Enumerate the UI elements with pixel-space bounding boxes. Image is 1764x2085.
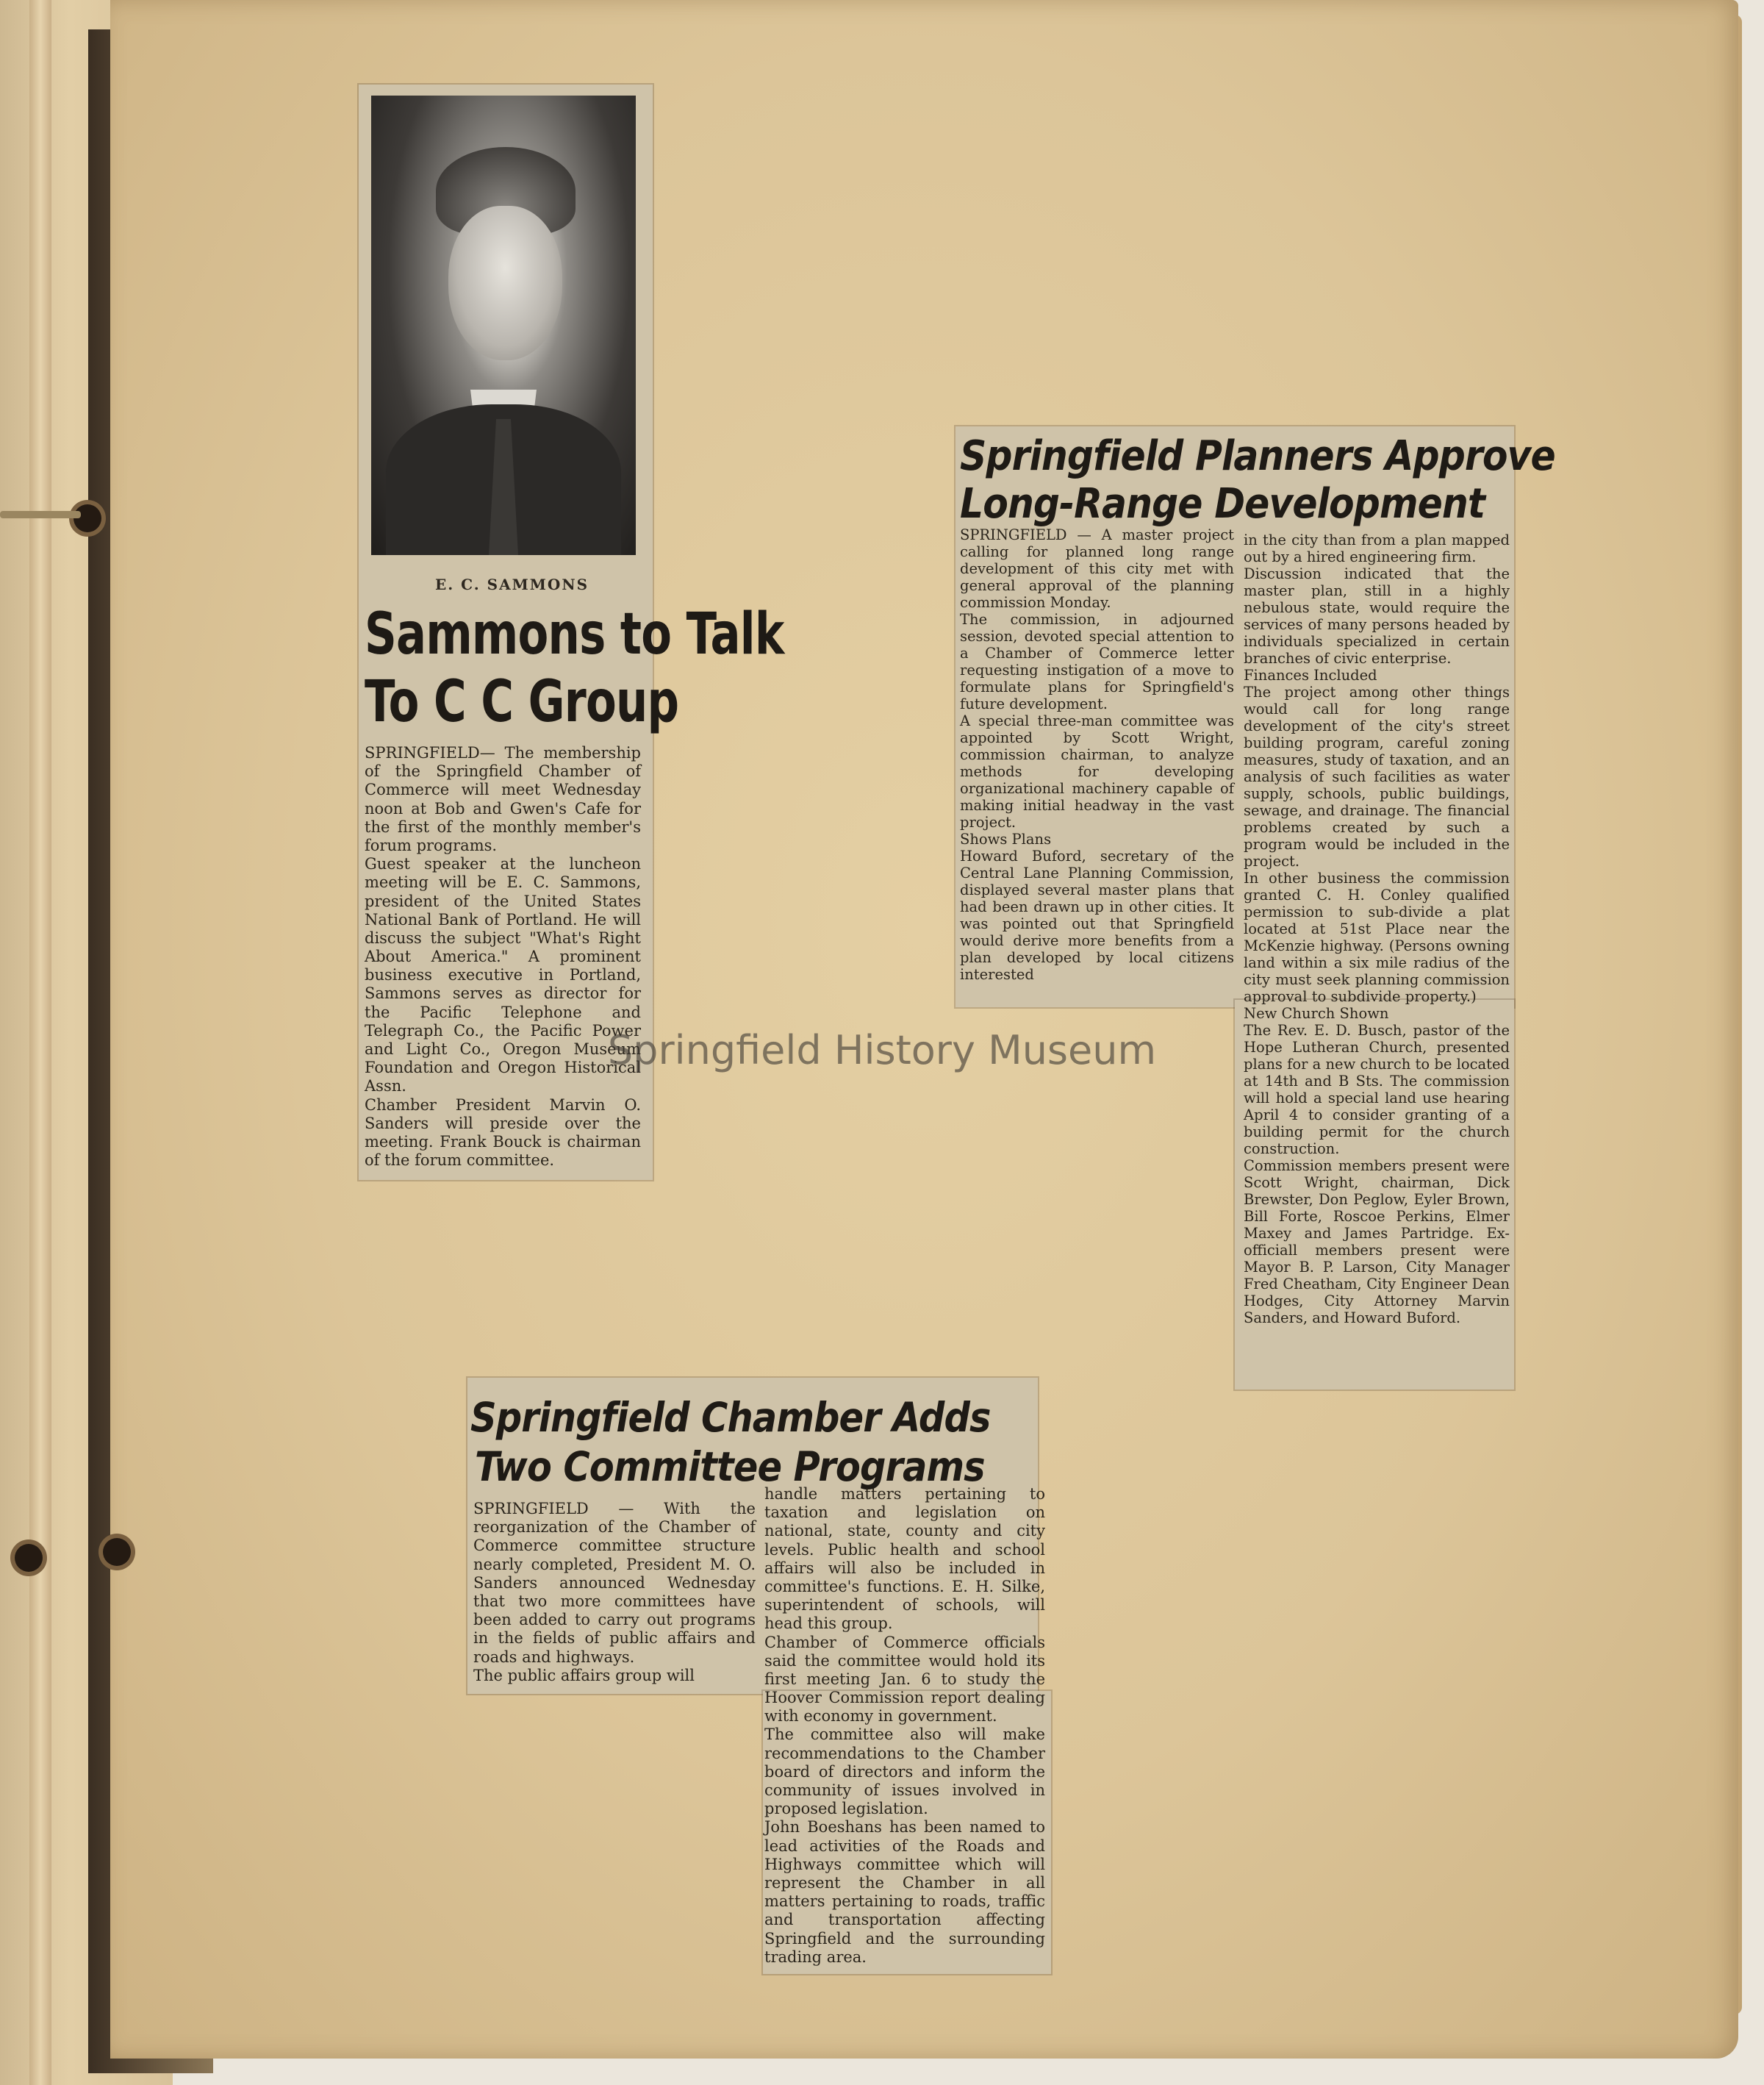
headline-line-1: Sammons to Talk (365, 601, 784, 668)
headline-line-1: Springfield Planners Approve (960, 432, 1555, 480)
binder-hole-icon (15, 1544, 43, 1572)
headline-line-1: Springfield Chamber Adds (470, 1394, 991, 1441)
article-column-1: SPRINGFIELD — A master project calling for planned long range development of this city met with general approval of the planning commission Monday. The commission, in adjourned session, devoted special attention to a Chamber of Commerce letter requesting instigation of a move to formulate plans for Springfield's future development. A special three-man committee was appointed by Scott Wright, commission chairman, to analyze methods for developing organizational machinery capable of making initial headway in the vast project. Shows Plans Howard Buford, secretary of the Central Lane Planning Commission, displayed several master plans that had been drawn up in other cities. It was pointed out that Springfield would derive more benefits from a plan developed by local citizens interested (960, 526, 1234, 983)
article-column-2: in the city than from a plan mapped out by a hired engineering firm. Discussion indicated that the master plan, still in a highly nebulous state, would require the services of many persons headed by individuals specialized in certain branches of civic enterprise. Finances Included The project among other things would call for long range development of the city's street building program, careful zoning measures, study of taxation, and an analysis of such facilities as water supply, schools, public buildings, sewage, and drainage. The financial problems created by such a program would be included in the project. In other business the commission granted C. H. Conley qualified permission to sub-divide a plat located at 51st Place near the McKenzie highway. (Persons owning land within a six mile radius of the city must seek planning commission approval to subdivide property.) New Church Shown The Rev. E. D. Busch, pastor of the Hope Lutheran Church, presented plans for a new church to be located at 14th and B Sts. The commission will hold a special land use hearing April 4 to consider granting of a building permit for the church construction. Commission members present were Scott Wright, chairman, Dick Brewster, Don Peglow, Eyler Brown, Bill Forte, Roscoe Perkins, Elmer Maxey and James Partridge. Ex-officiall members present were Mayor B. P. Larson, City Manager Fred Cheatham, City Engineer Dean Hodges, City Attorney Marvin Sanders, and Howard Buford. (1244, 532, 1510, 1326)
headline-line-2: Long-Range Development (960, 480, 1485, 528)
watermark: Springfield History Museum (607, 1027, 1157, 1073)
photo-caption: E. C. SAMMONS (435, 576, 589, 593)
headline-line-2: To C C Group (365, 669, 679, 735)
binder-hole-icon (74, 504, 101, 532)
binder-hole-icon (103, 1538, 131, 1566)
article-column-1: SPRINGFIELD — With the reorganization of the Chamber of Commerce committee structure nearly completed, President M. O. Sanders announced Wednesday that two more committees have been added to carry out programs in the fields of public affairs and roads and highways. The public affairs group will (473, 1500, 756, 1684)
headline-line-2: Two Committee Programs (475, 1443, 985, 1490)
article-column-2: handle matters pertaining to taxation and legislation on national, state, county and city levels. Public health and school affairs will also be included in committee's functions. E. H. Silke, superintendent of schools, will head this group. Chamber of Commerce officials said the committee would hold its first meeting Jan. 6 to study the Hoover Commission report dealing with economy in government. The committee also will make recommendations to the Chamber board of directors and inform the community of issues involved in proposed legislation. John Boeshans has been named to lead activities of the Roads and Highways committee which will represent the Chamber in all matters pertaining to roads, traffic and transportation affecting Springfield and the surrounding trading area. (764, 1485, 1045, 1966)
portrait-photo (371, 96, 636, 555)
binder-string-icon (0, 511, 81, 518)
portrait-face (448, 206, 562, 360)
article-body: SPRINGFIELD— The membership of the Springfield Chamber of Commerce will meet Wednesday noon at Bob and Gwen's Cafe for the first of the monthly member's forum programs. Guest speaker at the luncheon meeting will be E. C. Sammons, president of the United States National Bank of Portland. He will discuss the subject "What's Right About America." A prominent business executive in Portland, Sammons serves as director for the Pacific Telephone and Telegraph Co., the Pacific Power and Light Co., Oregon Museum Foundation and Oregon Historical Assn. Chamber President Marvin O. Sanders will preside over the meeting. Frank Bouck is chairman of the forum committee. (365, 744, 641, 1170)
